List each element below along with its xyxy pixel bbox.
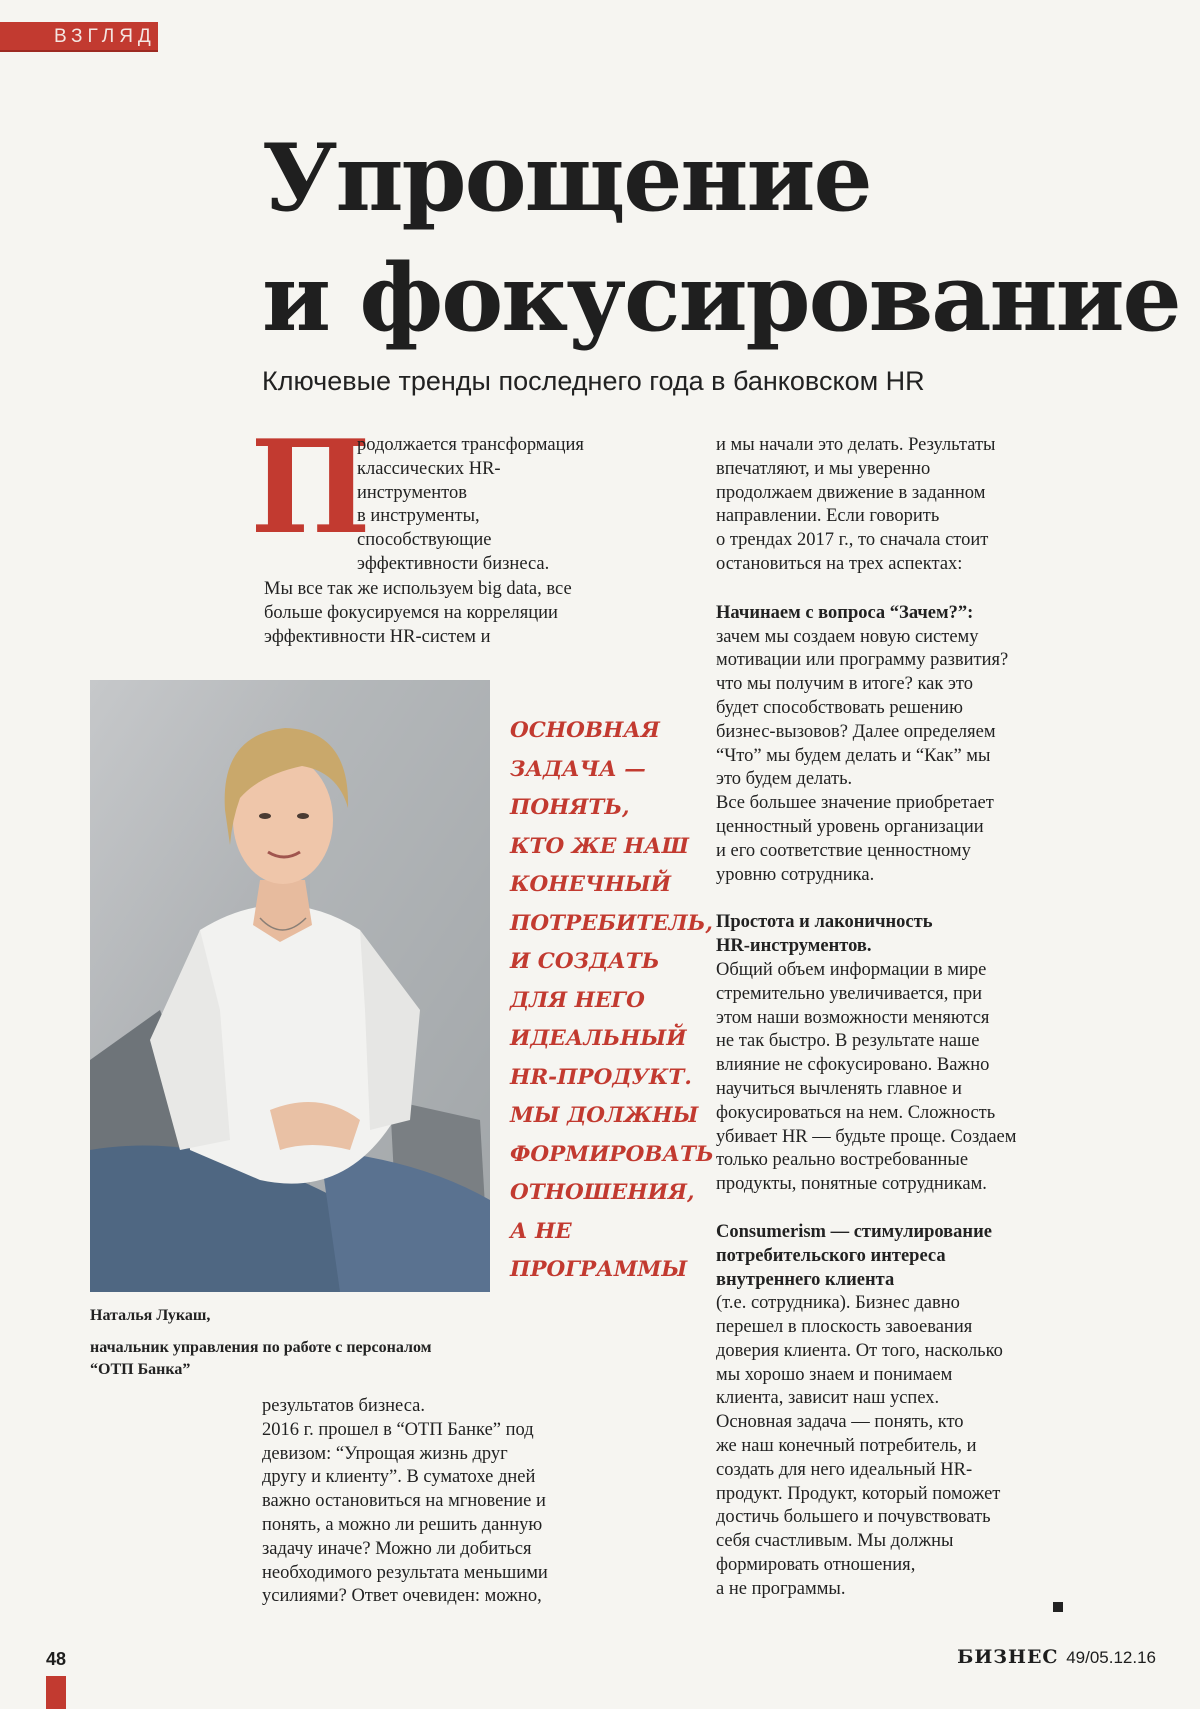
text-line: ценностный уровень организации xyxy=(716,816,984,837)
text-line: классических HR- xyxy=(357,458,501,479)
text-line: девизом: “Упрощая жизнь друг xyxy=(262,1443,508,1464)
text-line: продукты, понятные сотрудникам. xyxy=(716,1174,987,1195)
portrait-photo xyxy=(90,680,490,1292)
text-line: что мы получим в итоге? как это xyxy=(716,674,974,695)
text-line: эффективности HR-систем и xyxy=(264,626,491,647)
title-line-2: и фокусирование xyxy=(262,243,1180,352)
section-heading: Простота и лаконичность xyxy=(716,912,933,933)
text-line: задачу иначе? Можно ли добиться xyxy=(262,1538,532,1559)
quote-line: ПРОГРАММЫ xyxy=(510,1257,688,1282)
column-1-continued xyxy=(262,1395,662,1609)
text-line: способствующие xyxy=(357,530,492,551)
quote-line: ОСНОВНАЯ xyxy=(510,718,660,743)
text-line: научиться вычленять главное и xyxy=(716,1078,962,1099)
text-line: впечатляют, и мы уверенно xyxy=(716,458,931,479)
quote-line: HR-ПРОДУКТ. xyxy=(510,1064,692,1090)
quote-line: И СОЗДАТЬ xyxy=(510,949,660,974)
brand-name: БИЗНЕС xyxy=(957,1646,1059,1668)
magazine-brand xyxy=(957,1646,1156,1668)
text-line: мотивации или программу развития? xyxy=(716,650,1009,671)
text-line: не так быстро. В результате наше xyxy=(716,1031,980,1052)
text-line: инструментов xyxy=(357,482,467,503)
text-line: влияние не сфокусировано. Важно xyxy=(716,1055,990,1076)
section-heading: Consumerism — стимулирование xyxy=(716,1221,992,1242)
text-line: необходимого результата меньшими xyxy=(262,1562,548,1583)
text-line: “Что” мы будем делать и “Как” мы xyxy=(716,745,991,766)
text-line: результатов бизнеса. xyxy=(262,1396,425,1416)
text-line: эффективности бизнеса. xyxy=(357,553,550,574)
text-line: понять, а можно ли решить данную xyxy=(262,1514,543,1535)
text-line: клиента, зависит наш успех. xyxy=(716,1388,940,1409)
article-subtitle: Ключевые тренды последнего года в банковском HR xyxy=(262,366,925,396)
drop-cap: П xyxy=(250,413,371,563)
page-number: 48 xyxy=(46,1649,67,1669)
text-line: себя счастливым. Мы должны xyxy=(716,1531,954,1552)
section-tag: ВЗГЛЯД xyxy=(0,22,158,52)
page-marker-bar xyxy=(46,1676,66,1709)
section-heading: Начинаем с вопроса “Зачем?”: xyxy=(716,602,974,623)
text-line: продолжаем движение в заданном xyxy=(716,482,986,503)
quote-line: ПОТРЕБИТЕЛЬ, xyxy=(510,910,713,936)
pull-quote xyxy=(510,712,714,1290)
text-line: этом наши возможности меняются xyxy=(716,1007,990,1028)
text-line: родолжается трансформация xyxy=(357,435,584,455)
text-line: продукт. Продукт, который поможет xyxy=(716,1483,1001,1504)
section-heading: внутреннего клиента xyxy=(716,1269,895,1290)
portrait-illustration xyxy=(90,680,490,1292)
quote-line: ЗАДАЧА — xyxy=(510,756,646,782)
text-line: усилиями? Ответ очевиден: можно, xyxy=(262,1586,542,1607)
text-line: а не программы. xyxy=(716,1578,846,1599)
text-line: Общий объем информации в мире xyxy=(716,959,987,980)
quote-line: КОНЕЧНЫЙ xyxy=(510,872,672,897)
text-line: Основная задача — понять, кто xyxy=(716,1412,964,1433)
end-of-article-mark xyxy=(1053,1602,1063,1612)
text-line: бизнес-вызовов? Далее определяем xyxy=(716,721,996,742)
text-line: достичь большего и почувствовать xyxy=(716,1507,991,1528)
text-line: будет способствовать решению xyxy=(716,697,963,718)
text-line: уровню сотрудника. xyxy=(716,864,875,885)
intro-after-cap xyxy=(264,578,664,649)
quote-line: КТО ЖЕ НАШ xyxy=(510,833,689,859)
text-line: больше фокусируемся на корреляции xyxy=(264,602,558,623)
quote-line: А НЕ xyxy=(510,1218,572,1244)
text-line: же наш конечный потребитель, и xyxy=(716,1436,977,1457)
quote-line: ИДЕАЛЬНЫЙ xyxy=(510,1026,687,1051)
text-line: Все большее значение приобретает xyxy=(716,793,994,814)
article-title xyxy=(262,118,1180,358)
caption-company: “ОТП Банка” xyxy=(90,1361,191,1378)
text-line: только реально востребованные xyxy=(716,1150,969,1171)
issue-number: 49/05.12.16 xyxy=(1066,1648,1156,1667)
photo-caption xyxy=(90,1305,510,1381)
title-line-1: Упрощение xyxy=(262,123,871,232)
quote-line: ДЛЯ НЕГО xyxy=(510,987,645,1013)
caption-name: Наталья Лукаш, xyxy=(90,1307,211,1324)
text-line: (т.е. сотрудника). Бизнес давно xyxy=(716,1293,960,1314)
text-line: убивает HR — будьте проще. Создаем xyxy=(716,1126,1017,1147)
text-line: направлении. Если говорить xyxy=(716,506,940,527)
text-line: важно остановиться на мгновение и xyxy=(262,1491,546,1512)
intro-beside-cap xyxy=(357,434,657,577)
text-line: это будем делать. xyxy=(716,769,853,790)
section-heading: HR-инструментов. xyxy=(716,936,872,957)
text-line: зачем мы создаем новую систему xyxy=(716,626,979,647)
text-line: создать для него идеальный HR- xyxy=(716,1459,973,1480)
caption-position: начальник управления по работе с персоналом xyxy=(90,1339,432,1356)
column-2 xyxy=(716,434,1116,1602)
quote-line: ОТНОШЕНИЯ, xyxy=(510,1180,695,1205)
quote-line: МЫ ДОЛЖНЫ xyxy=(510,1103,699,1128)
text-line: перешел в плоскость завоевания xyxy=(716,1317,973,1338)
text-line: мы хорошо знаем и понимаем xyxy=(716,1364,953,1385)
text-line: доверия клиента. От того, насколько xyxy=(716,1340,1003,1361)
text-line: другу и клиенту”. В суматохе дней xyxy=(262,1467,536,1488)
text-line: фокусироваться на нем. Сложность xyxy=(716,1102,996,1123)
text-line: в инструменты, xyxy=(357,506,480,527)
quote-line: ПОНЯТЬ, xyxy=(510,795,630,820)
text-line: о трендах 2017 г., то сначала стоит xyxy=(716,530,989,551)
quote-line: ФОРМИРОВАТЬ xyxy=(510,1141,714,1167)
text-line: стремительно увеличивается, при xyxy=(716,983,983,1004)
text-line: Мы все так же используем big data, все xyxy=(264,579,572,599)
section-heading: потребительского интереса xyxy=(716,1245,946,1266)
text-line: и мы начали это делать. Результаты xyxy=(716,435,996,455)
text-line: формировать отношения, xyxy=(716,1555,916,1576)
text-line: и его соответствие ценностному xyxy=(716,840,971,861)
text-line: 2016 г. прошел в “ОТП Банке” под xyxy=(262,1419,534,1440)
text-line: остановиться на трех аспектах: xyxy=(716,553,963,574)
